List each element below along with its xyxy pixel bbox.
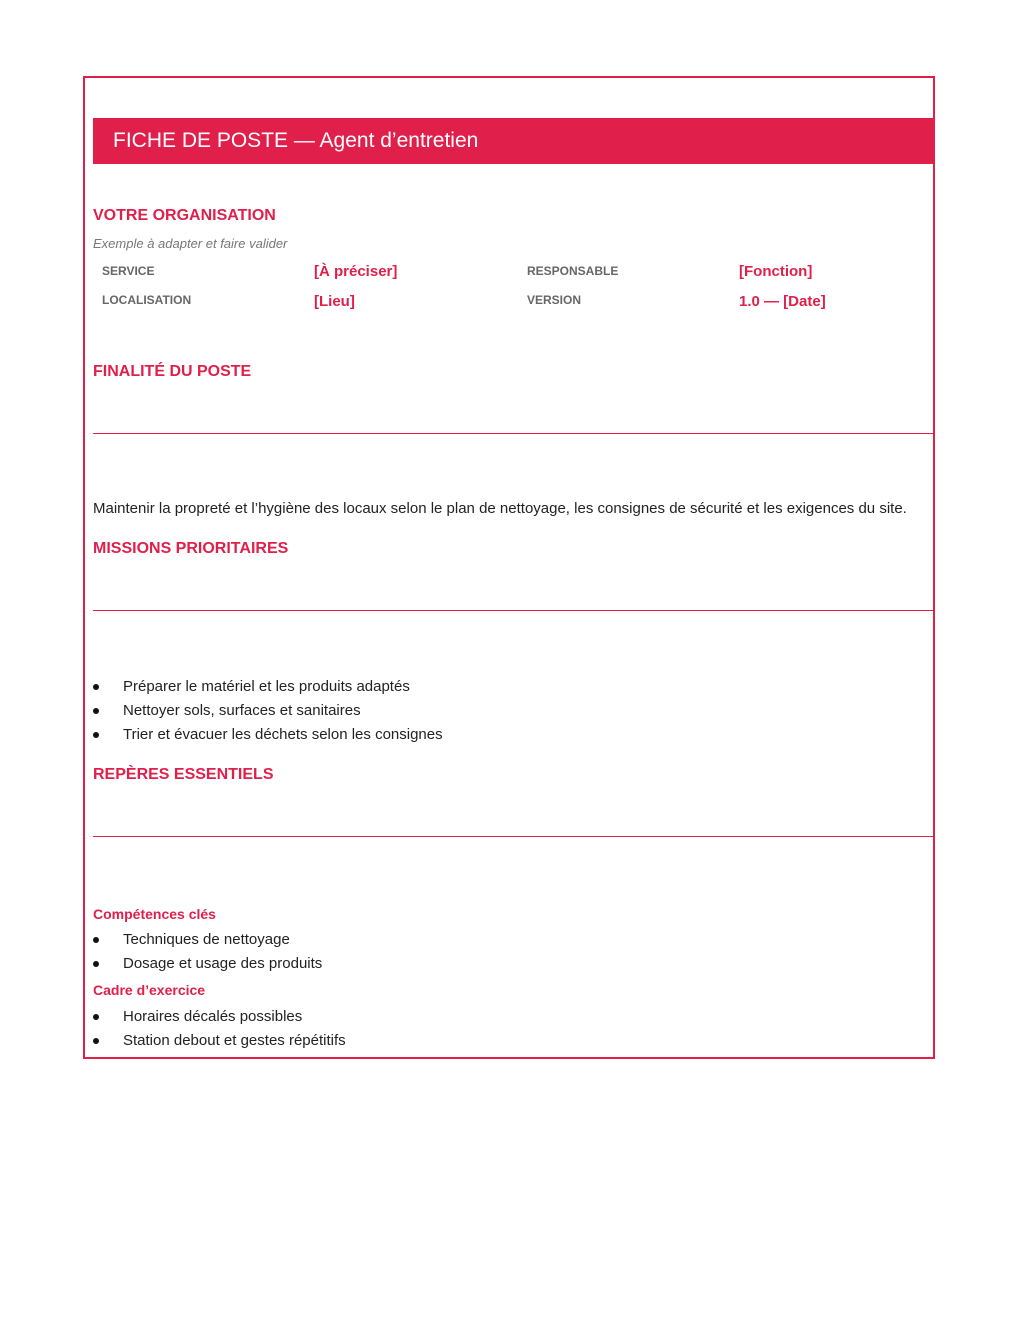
list-item [93, 675, 443, 699]
bullet-icon [93, 961, 99, 967]
localisation-label: LOCALISATION [102, 293, 192, 307]
list-item [93, 1005, 346, 1029]
list-item [93, 1029, 346, 1053]
list-item-text: Dosage et usage des produits [123, 955, 323, 972]
bullet-icon [93, 1038, 99, 1044]
service-value: [À préciser] [314, 263, 398, 280]
section-title-finalite: FINALITÉ DU POSTE [93, 363, 252, 380]
header-bar [93, 118, 933, 164]
bullet-icon [93, 937, 99, 943]
section-divider [93, 610, 933, 611]
page-title: FICHE DE POSTE — Agent d’entretien [113, 129, 479, 152]
service-label: SERVICE [102, 264, 155, 278]
bullet-icon [93, 732, 99, 738]
cadre-list [93, 1005, 346, 1053]
list-item [93, 928, 322, 952]
list-item [93, 723, 443, 747]
organisation-subtitle: Exemple à adapter et faire valider [93, 236, 288, 251]
cadre-title: Cadre d’exercice [93, 982, 206, 998]
section-title-missions: MISSIONS PRIORITAIRES [93, 540, 289, 557]
section-divider [93, 836, 933, 837]
version-value: 1.0 — [Date] [739, 293, 826, 310]
competences-list [93, 928, 322, 976]
list-item [93, 952, 322, 976]
responsable-label: RESPONSABLE [527, 264, 619, 278]
section-title-reperes: REPÈRES ESSENTIELS [93, 766, 274, 783]
bullet-icon [93, 1014, 99, 1020]
list-item-text: Nettoyer sols, surfaces et sanitaires [123, 702, 361, 719]
bullet-icon [93, 684, 99, 690]
list-item-text: Trier et évacuer les déchets selon les consignes [123, 726, 443, 743]
list-item-text: Horaires décalés possibles [123, 1008, 303, 1025]
version-label: VERSION [527, 293, 582, 307]
list-item-text: Techniques de nettoyage [123, 931, 290, 948]
section-divider [93, 433, 933, 434]
competences-title: Compétences clés [93, 906, 216, 922]
finalite-text: Maintenir la propreté et l’hygiène des locaux selon le plan de nettoyage, les consignes de sécurité et les exigences du site. [93, 500, 907, 517]
missions-list [93, 675, 443, 747]
list-item-text: Préparer le matériel et les produits adaptés [123, 678, 410, 695]
list-item [93, 699, 443, 723]
list-item-text: Station debout et gestes répétitifs [123, 1032, 346, 1049]
localisation-value: [Lieu] [314, 293, 355, 310]
bullet-icon [93, 708, 99, 714]
responsable-value: [Fonction] [739, 263, 813, 280]
section-title-organisation: VOTRE ORGANISATION [93, 207, 276, 224]
